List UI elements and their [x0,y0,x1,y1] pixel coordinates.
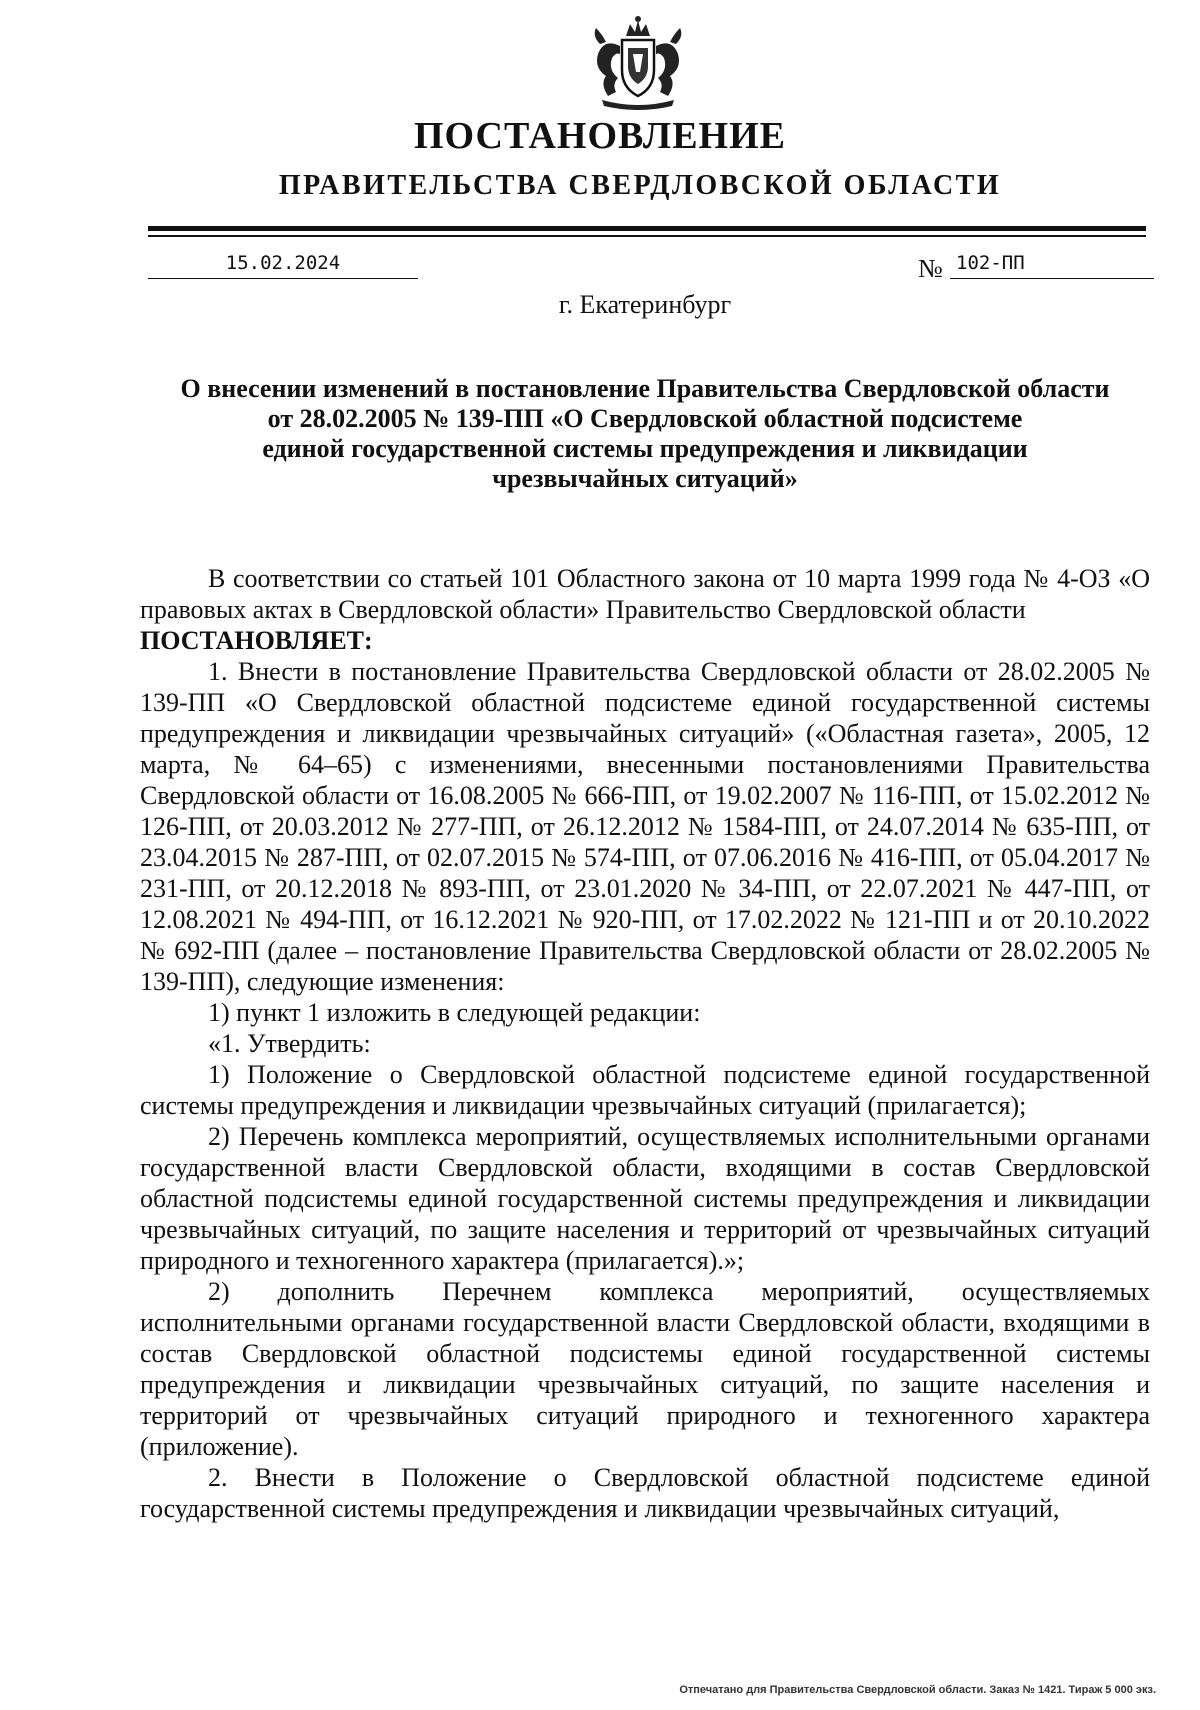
resolves-heading: ПОСТАНОВЛЯЕТ: [140,626,373,655]
body-paragraph: 2. Внести в Положение о Свердловской областной подсистеме единой государственной системы предупреждения и ликвидации чрезвычайных ситуаций, [140,1463,1150,1523]
document-title [140,374,1150,494]
number-sign: № [918,254,943,283]
title-line: чрезвычайных ситуаций» [492,464,798,493]
body-paragraph: 1) пункт 1 изложить в следующей редакции: [208,998,701,1027]
document-type-heading: ПОСТАНОВЛЕНИЕ [413,115,787,157]
title-line: единой государственной системы предупреждения и ликвидации [262,434,1028,463]
title-line: от 28.02.2005 № 139-ПП «О Свердловской областной подсистеме [267,404,1023,433]
header-divider-thick [148,226,1146,231]
city: г. Екатеринбург [558,290,732,319]
document-body [140,563,1150,1524]
preamble-paragraph: В соответствии со статьей 101 Областного закона от 10 марта 1999 года № 4-ОЗ «О правовых актах в Свердловской области» Правительство Свердловской области [140,564,1150,624]
body-paragraph: 1) Положение о Свердловской областной подсистеме единой государственной системы предупреждения и ликвидации чрезвычайных ситуаций (прилагается); [140,1060,1150,1120]
body-paragraph: 2) Перечень комплекса мероприятий, осуществляемых исполнительными органами государственной власти Свердловской области, входящими в состав Свердловской областной подсистемы единой государственной системы предупреждения и ликвидации чрезвычайных ситуаций, по защите населения и территорий от чрезвычайных ситуаций природного и техногенного характера (прилагается).»; [140,1122,1150,1275]
header-divider-thin [148,235,1146,237]
document-date: 15.02.2024 [148,252,418,279]
title-line: О внесении изменений в постановление Правительства Свердловской области [180,374,1110,403]
print-footer: Отпечатано для Правительства Свердловской области. Заказ № 1421. Тираж 5 000 экз. [679,1684,1156,1696]
body-paragraph: 2) дополнить Перечнем комплекса мероприятий, осуществляемых исполнительными органами государственной власти Свердловской области, входящими в состав Свердловской областной подсистемы единой государственной системы предупреждения и ликвидации чрезвычайных ситуаций, по защите населения и территорий от чрезвычайных ситуаций природного и техногенного характера (приложение). [140,1277,1150,1461]
body-paragraph: 1. Внести в постановление Правительства Свердловской области от 28.02.2005 № 139-ПП «О Свердловской областной подсистеме единой государственной системы предупреждения и ликвидации чрезвычайных ситуаций» («Областная газета», 2005, 12 марта, № 64–65) с изменениями, внесенными постановлениями Правительства Свердловской области от 16.08.2005 № 666-ПП, от 19.02.2007 № 116-ПП, от 15.02.2012 № 126-ПП, от 20.03.2012 № 277-ПП, от 26.12.2012 № 1584-ПП, от 24.07.2014 № 635-ПП, от 23.04.2015 № 287-ПП, от 02.07.2015 № 574-ПП, от 07.06.2016 № 416-ПП, от 05.04.2017 № 231-ПП, от 20.12.2018 № 893-ПП, от 23.01.2020 № 34-ПП, от 22.07.2021 № 447-ПП, от 12.08.2021 № 494-ПП, от 16.12.2021 № 920-ПП, от 17.02.2022 № 121-ПП и от 20.10.2022 № 692-ПП (далее – постановление Правительства Свердловской области от 28.02.2005 № 139-ПП), следующие изменения: [140,657,1150,996]
body-paragraph: «1. Утвердить: [208,1029,371,1058]
sverdlovsk-coat-of-arms-icon [578,14,698,114]
document-number: 102-ПП [950,252,1154,279]
issuing-authority: ПРАВИТЕЛЬСТВА СВЕРДЛОВСКОЙ ОБЛАСТИ [278,170,1002,201]
